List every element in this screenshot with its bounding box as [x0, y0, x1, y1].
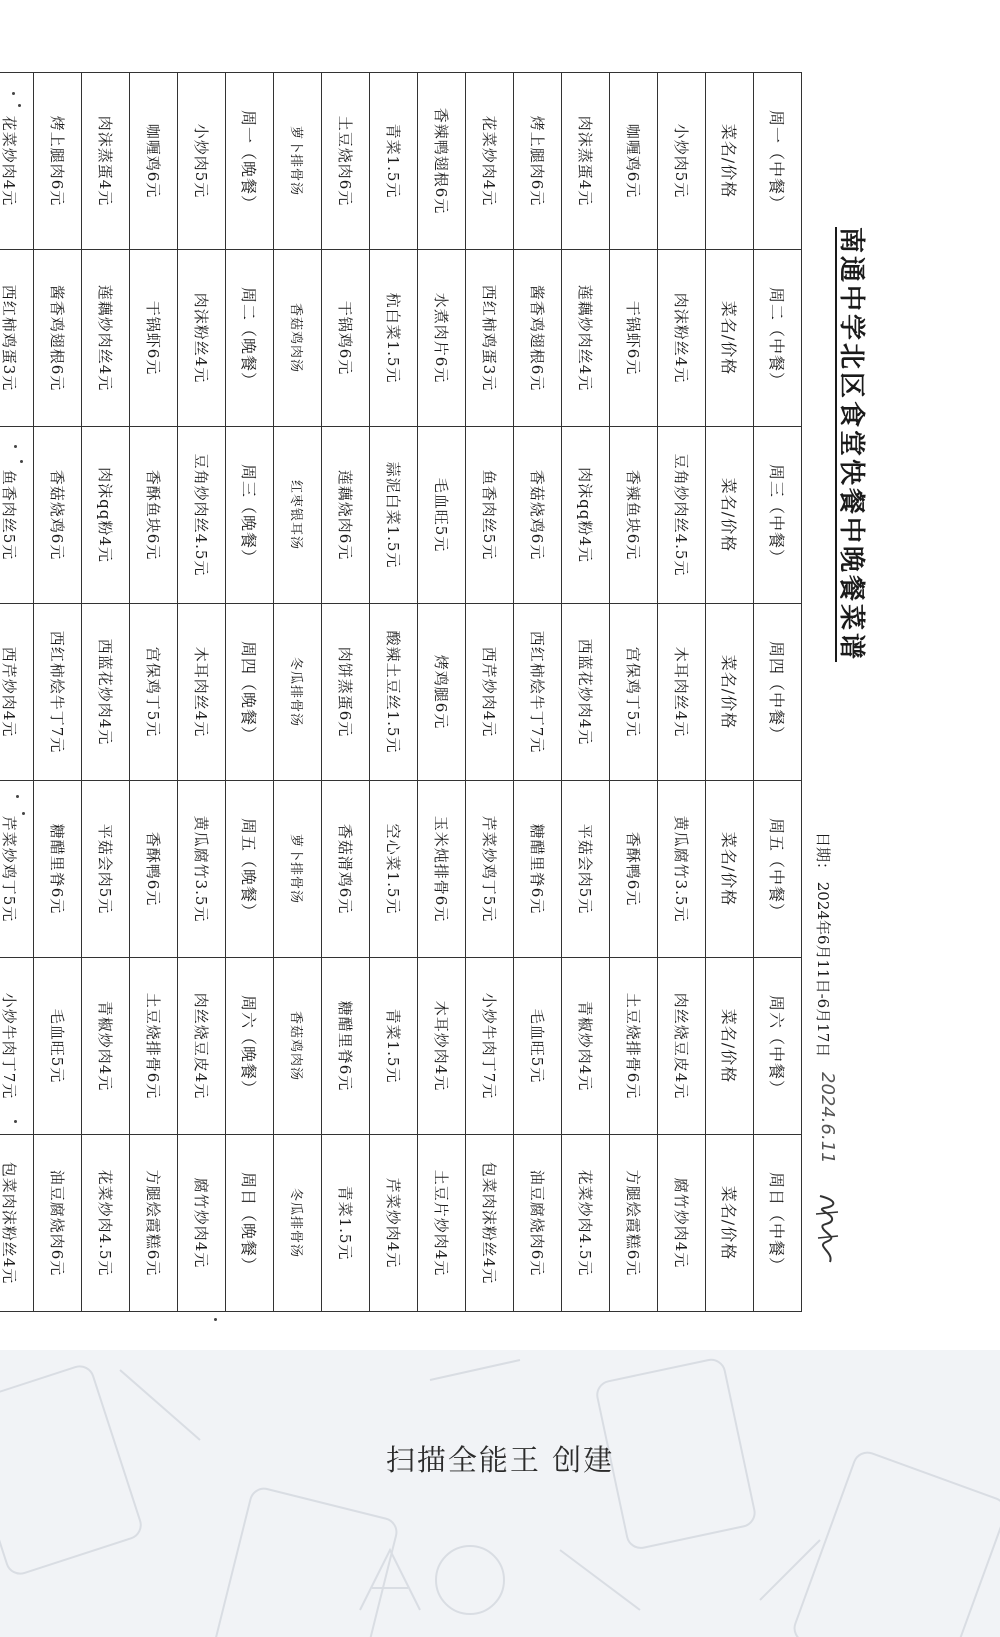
table-cell: 周日（中餐） [754, 1135, 802, 1312]
table-cell: 干锅虾6元 [610, 250, 658, 427]
table-cell: 菜名/价格 [706, 73, 754, 250]
table-cell: 菜名/价格 [706, 1135, 754, 1312]
table-cell: 冬瓜排骨汤 [274, 1135, 322, 1312]
table-cell: 周一（晚餐） [226, 73, 274, 250]
table-row [226, 73, 274, 1312]
table-row [754, 73, 802, 1312]
table-cell: 糖醋里脊6元 [514, 781, 562, 958]
table-cell: 香菇鸡肉汤 [274, 250, 322, 427]
table-cell: 肉沫qq粉4元 [82, 427, 130, 604]
table-row [370, 73, 418, 1312]
table-cell: 干锅鸡6元 [322, 250, 370, 427]
table-cell: 西红柿鸡蛋3元 [0, 250, 34, 427]
table-cell: 酱香鸡翅根6元 [514, 250, 562, 427]
menu-document [0, 72, 882, 1312]
table-cell: 包菜肉沫粉丝4元 [466, 1135, 514, 1312]
table-cell: 平菇会肉5元 [562, 781, 610, 958]
table-cell: 烤鸡腿6元 [418, 604, 466, 781]
table-cell: 方腿烩霞糕6元 [610, 1135, 658, 1312]
table-row [0, 73, 34, 1312]
table-cell: 冬瓜排骨汤 [274, 604, 322, 781]
scanner-watermark-bar [0, 1350, 1000, 1637]
table-cell: 木耳肉丝4元 [658, 604, 706, 781]
table-cell: 肉沫粉丝4元 [178, 250, 226, 427]
table-cell: 毛血旺5元 [34, 958, 82, 1135]
table-cell: 周四（中餐） [754, 604, 802, 781]
table-cell: 青菜1.5元 [370, 73, 418, 250]
table-cell: 鱼香肉丝5元 [0, 427, 34, 604]
table-cell: 周二（中餐） [754, 250, 802, 427]
table-row [706, 73, 754, 1312]
table-cell: 肉沫蒸蛋4元 [562, 73, 610, 250]
date-range: 日期： 2024年6月11日-6月17日 [814, 832, 832, 1058]
table-cell: 腐竹炒肉4元 [658, 1135, 706, 1312]
table-row [610, 73, 658, 1312]
table-cell: 咖喱鸡6元 [130, 73, 178, 250]
table-cell: 周六（中餐） [754, 958, 802, 1135]
table-row [658, 73, 706, 1312]
table-row [130, 73, 178, 1312]
table-cell: 西红柿烩牛丁7元 [34, 604, 82, 781]
table-cell: 香菇滑鸡6元 [322, 781, 370, 958]
table-cell: 豆角炒肉丝4.5元 [658, 427, 706, 604]
scan-speck [214, 1318, 217, 1321]
table-cell: 西蓝花炒肉4元 [82, 604, 130, 781]
table-cell: 香菇烧鸡6元 [514, 427, 562, 604]
table-cell: 西蓝花炒肉4元 [562, 604, 610, 781]
table-cell: 菜名/价格 [706, 427, 754, 604]
table-cell: 花菜炒肉4.5元 [82, 1135, 130, 1312]
document-pattern-icon [0, 1350, 1000, 1637]
table-cell: 香辣鱼块6元 [610, 427, 658, 604]
table-cell: 包菜肉沫粉丝4元 [0, 1135, 34, 1312]
table-row [322, 73, 370, 1312]
table-cell: 香酥鱼块6元 [130, 427, 178, 604]
table-cell: 周三（晚餐） [226, 427, 274, 604]
scan-speck [12, 92, 15, 95]
table-cell: 周五（中餐） [754, 781, 802, 958]
table-cell: 咖喱鸡6元 [610, 73, 658, 250]
table-cell: 芹菜炒鸡丁5元 [466, 781, 514, 958]
table-cell: 黄瓜腐竹3.5元 [178, 781, 226, 958]
scan-speck [14, 1120, 17, 1123]
table-cell: 周日（晚餐） [226, 1135, 274, 1312]
table-row [34, 73, 82, 1312]
table-cell: 周三（中餐） [754, 427, 802, 604]
table-cell: 平菇会肉5元 [82, 781, 130, 958]
table-cell: 青菜1.5元 [322, 1135, 370, 1312]
table-cell: 西红柿烩牛丁7元 [514, 604, 562, 781]
table-cell: 香辣鸭翅根6元 [418, 73, 466, 250]
table-cell: 肉丝烧豆皮4元 [178, 958, 226, 1135]
table-cell: 肉沫粉丝4元 [658, 250, 706, 427]
table-cell: 毛血旺5元 [418, 427, 466, 604]
table-cell: 宫保鸡丁5元 [130, 604, 178, 781]
table-row [562, 73, 610, 1312]
table-cell: 小炒牛肉丁7元 [0, 958, 34, 1135]
handwritten-date: 2024.6.11 [817, 1072, 838, 1164]
table-row [514, 73, 562, 1312]
menu-table-body [0, 73, 802, 1312]
table-row [274, 73, 322, 1312]
table-cell: 青菜1.5元 [370, 958, 418, 1135]
table-cell: 周一（中餐） [754, 73, 802, 250]
table-row [82, 73, 130, 1312]
table-cell: 周五（晚餐） [226, 781, 274, 958]
table-cell: 青椒炒肉4元 [82, 958, 130, 1135]
table-cell: 木耳肉丝4元 [178, 604, 226, 781]
table-cell: 玉米炖排骨6元 [418, 781, 466, 958]
table-row [418, 73, 466, 1312]
table-cell: 糖醋里脊6元 [322, 958, 370, 1135]
document-title: 南通中学北区食堂快餐中晚餐菜谱 [836, 227, 866, 663]
table-cell: 腐竹炒肉4元 [178, 1135, 226, 1312]
table-cell: 菜名/价格 [706, 958, 754, 1135]
table-cell: 周六（晚餐） [226, 958, 274, 1135]
table-cell: 黄瓜腐竹3.5元 [658, 781, 706, 958]
table-cell: 土豆烧排骨6元 [610, 958, 658, 1135]
table-cell: 莲藕烧肉6元 [322, 427, 370, 604]
menu-table [0, 72, 802, 1312]
table-cell: 鱼香肉丝5元 [466, 427, 514, 604]
table-cell: 芹菜炒肉4元 [370, 1135, 418, 1312]
table-cell: 土豆烧排骨6元 [130, 958, 178, 1135]
table-cell: 酱香鸡翅根6元 [34, 250, 82, 427]
table-cell: 毛血旺5元 [514, 958, 562, 1135]
table-cell: 肉沫蒸蛋4元 [82, 73, 130, 250]
table-cell: 烤上腿肉6元 [514, 73, 562, 250]
scan-speck [18, 104, 21, 107]
table-cell: 蒜泥白菜1.5元 [370, 427, 418, 604]
table-cell: 干锅虾6元 [130, 250, 178, 427]
table-cell: 芹菜炒鸡丁5元 [0, 781, 34, 958]
table-cell: 油豆腐烧肉6元 [514, 1135, 562, 1312]
table-cell: 空心菜1.5元 [370, 781, 418, 958]
table-cell: 萝卜排骨汤 [274, 73, 322, 250]
table-cell: 糖醋里脊6元 [34, 781, 82, 958]
watermark-label: 扫描全能王 创建 [385, 1443, 615, 1477]
scan-speck [14, 445, 17, 448]
table-cell: 西芹炒肉4元 [466, 604, 514, 781]
table-cell: 小炒肉5元 [178, 73, 226, 250]
table-cell: 红枣银耳汤 [274, 427, 322, 604]
table-cell: 酸辣土豆丝1.5元 [370, 604, 418, 781]
table-cell: 杭白菜1.5元 [370, 250, 418, 427]
handwritten-signature [812, 1192, 842, 1266]
table-cell: 菜名/价格 [706, 604, 754, 781]
scan-speck [22, 812, 25, 815]
table-cell: 莲藕炒肉丝4元 [562, 250, 610, 427]
table-cell: 香酥鸭6元 [610, 781, 658, 958]
table-cell: 方腿烩霞糕6元 [130, 1135, 178, 1312]
table-row [178, 73, 226, 1312]
table-cell: 土豆烧肉6元 [322, 73, 370, 250]
table-cell: 菜名/价格 [706, 781, 754, 958]
table-cell: 香菇鸡肉汤 [274, 958, 322, 1135]
table-cell: 土豆片炒肉4元 [418, 1135, 466, 1312]
scan-speck [20, 460, 23, 463]
table-cell: 肉沫qq粉4元 [562, 427, 610, 604]
table-cell: 周二（晚餐） [226, 250, 274, 427]
table-cell: 西芹炒肉4元 [0, 604, 34, 781]
table-cell: 菜名/价格 [706, 250, 754, 427]
table-cell: 小炒肉5元 [658, 73, 706, 250]
table-cell: 萝卜排骨汤 [274, 781, 322, 958]
table-cell: 宫保鸡丁5元 [610, 604, 658, 781]
table-cell: 青椒炒肉4元 [562, 958, 610, 1135]
table-cell: 肉丝烧豆皮4元 [658, 958, 706, 1135]
table-cell: 水煮肉片6元 [418, 250, 466, 427]
table-cell: 香菇烧鸡6元 [34, 427, 82, 604]
table-row [466, 73, 514, 1312]
table-cell: 小炒牛肉丁7元 [466, 958, 514, 1135]
table-cell: 肉饼蒸蛋6元 [322, 604, 370, 781]
table-cell: 烤上腿肉6元 [34, 73, 82, 250]
table-cell: 豆角炒肉丝4.5元 [178, 427, 226, 604]
table-cell: 花菜炒肉4.5元 [562, 1135, 610, 1312]
table-cell: 西红柿鸡蛋3元 [466, 250, 514, 427]
table-cell: 油豆腐烧肉6元 [34, 1135, 82, 1312]
scan-speck [16, 795, 19, 798]
table-cell: 花菜炒肉4元 [466, 73, 514, 250]
table-cell: 香酥鸭6元 [130, 781, 178, 958]
table-cell: 木耳炒肉4元 [418, 958, 466, 1135]
table-cell: 周四（晚餐） [226, 604, 274, 781]
table-cell: 花菜炒肉4元 [0, 73, 34, 250]
table-cell: 莲藕炒肉丝4元 [82, 250, 130, 427]
